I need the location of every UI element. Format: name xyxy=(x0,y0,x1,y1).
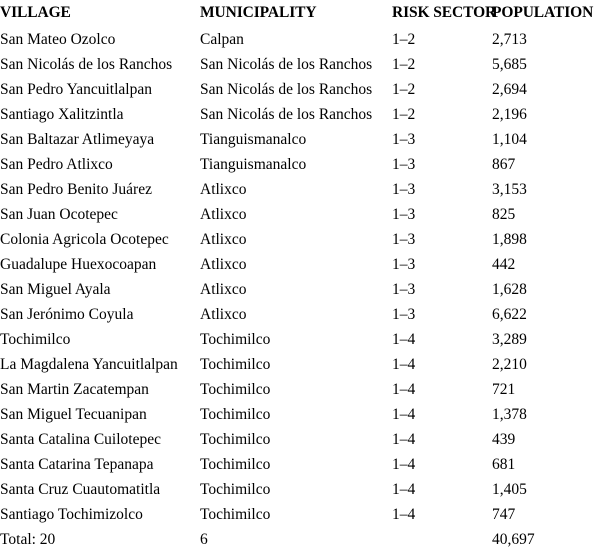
column-header-village: VILLAGE xyxy=(0,4,71,21)
cell-population: 5,685 xyxy=(492,56,527,73)
cell-village: Santiago Xalitzintla xyxy=(0,106,124,123)
cell-risk-sector: 1–3 xyxy=(392,206,416,223)
cell-municipality: Tochimilco xyxy=(200,406,271,423)
cell-village: San Miguel Ayala xyxy=(0,281,111,298)
cell-population: 1,628 xyxy=(492,281,527,298)
cell-village: San Pedro Benito Juárez xyxy=(0,181,152,198)
total-population: 40,697 xyxy=(492,531,535,548)
cell-municipality: Tochimilco xyxy=(200,456,271,473)
cell-population: 1,378 xyxy=(492,406,527,423)
table-header xyxy=(0,0,602,27)
cell-village: Colonia Agricola Ocotepec xyxy=(0,231,169,248)
table-row xyxy=(0,252,602,277)
cell-population: 681 xyxy=(492,456,516,473)
cell-village: Santiago Tochimizolco xyxy=(0,506,143,523)
total-municipality-count: 6 xyxy=(200,531,208,548)
cell-risk-sector: 1–4 xyxy=(392,431,416,448)
cell-population: 2,694 xyxy=(492,81,527,98)
table-body xyxy=(0,27,602,527)
table-total-row xyxy=(0,527,602,552)
table-row xyxy=(0,402,602,427)
cell-risk-sector: 1–3 xyxy=(392,156,416,173)
cell-municipality: Tochimilco xyxy=(200,431,271,448)
cell-municipality: Atlixco xyxy=(200,281,247,298)
cell-municipality: Atlixco xyxy=(200,306,247,323)
cell-population: 3,153 xyxy=(492,181,527,198)
column-header-municipality: MUNICIPALITY xyxy=(200,4,317,21)
cell-village: La Magdalena Yancuitlalpan xyxy=(0,356,178,373)
cell-population: 1,405 xyxy=(492,481,527,498)
cell-risk-sector: 1–3 xyxy=(392,231,416,248)
cell-population: 2,713 xyxy=(492,31,527,48)
cell-risk-sector: 1–2 xyxy=(392,106,416,123)
table-row xyxy=(0,302,602,327)
table-row xyxy=(0,227,602,252)
cell-village: San Mateo Ozolco xyxy=(0,31,116,48)
cell-population: 2,210 xyxy=(492,356,527,373)
cell-risk-sector: 1–3 xyxy=(392,306,416,323)
cell-risk-sector: 1–4 xyxy=(392,356,416,373)
table-row xyxy=(0,452,602,477)
cell-municipality: Tochimilco xyxy=(200,331,271,348)
column-header-population: POPULATION xyxy=(492,4,594,21)
cell-risk-sector: 1–3 xyxy=(392,256,416,273)
cell-municipality: Atlixco xyxy=(200,256,247,273)
table-row xyxy=(0,27,602,52)
cell-risk-sector: 1–2 xyxy=(392,81,416,98)
cell-population: 721 xyxy=(492,381,516,398)
cell-municipality: San Nicolás de los Ranchos xyxy=(200,56,373,73)
table-row xyxy=(0,377,602,402)
cell-risk-sector: 1–4 xyxy=(392,481,416,498)
total-village-count: Total: 20 xyxy=(0,531,56,548)
cell-municipality: Tochimilco xyxy=(200,356,271,373)
cell-population: 3,289 xyxy=(492,331,527,348)
table-row xyxy=(0,427,602,452)
table-row xyxy=(0,477,602,502)
cell-risk-sector: 1–4 xyxy=(392,331,416,348)
cell-village: San Pedro Yancuitlalpan xyxy=(0,81,152,98)
cell-population: 747 xyxy=(492,506,516,523)
cell-village: San Juan Ocotepec xyxy=(0,206,118,223)
cell-municipality: Tochimilco xyxy=(200,481,271,498)
cell-village: Santa Catalina Cuilotepec xyxy=(0,431,161,448)
cell-population: 1,104 xyxy=(492,131,527,148)
column-header-risk-sector: RISK SECTOR xyxy=(392,4,497,21)
table-row xyxy=(0,277,602,302)
cell-risk-sector: 1–3 xyxy=(392,131,416,148)
cell-municipality: San Nicolás de los Ranchos xyxy=(200,81,373,98)
cell-risk-sector: 1–2 xyxy=(392,56,416,73)
cell-municipality: Tochimilco xyxy=(200,381,271,398)
cell-village: Guadalupe Huexocoapan xyxy=(0,256,157,273)
cell-municipality: Tianguismanalco xyxy=(200,156,307,173)
cell-risk-sector: 1–4 xyxy=(392,406,416,423)
table-row xyxy=(0,52,602,77)
cell-municipality: Atlixco xyxy=(200,231,247,248)
cell-risk-sector: 1–4 xyxy=(392,506,416,523)
cell-village: Tochimilco xyxy=(0,331,71,348)
table-row xyxy=(0,177,602,202)
table-row xyxy=(0,152,602,177)
cell-village: Santa Catarina Tepanapa xyxy=(0,456,154,473)
cell-risk-sector: 1–3 xyxy=(392,281,416,298)
cell-population: 1,898 xyxy=(492,231,527,248)
cell-village: San Martin Zacatempan xyxy=(0,381,149,398)
cell-risk-sector: 1–4 xyxy=(392,381,416,398)
table-row xyxy=(0,127,602,152)
table-row xyxy=(0,77,602,102)
cell-municipality: Atlixco xyxy=(200,206,247,223)
table-row xyxy=(0,352,602,377)
cell-municipality: Atlixco xyxy=(200,181,247,198)
cell-population: 6,622 xyxy=(492,306,527,323)
cell-village: San Miguel Tecuanipan xyxy=(0,406,147,423)
table-row xyxy=(0,327,602,352)
cell-municipality: Tianguismanalco xyxy=(200,131,307,148)
table-footer xyxy=(0,527,602,552)
cell-risk-sector: 1–2 xyxy=(392,31,416,48)
cell-village: San Pedro Atlixco xyxy=(0,156,113,173)
cell-village: Santa Cruz Cuautomatitla xyxy=(0,481,161,498)
cell-population: 439 xyxy=(492,431,516,448)
cell-population: 825 xyxy=(492,206,516,223)
cell-risk-sector: 1–4 xyxy=(392,456,416,473)
total-risk-sector xyxy=(392,527,492,552)
table-row xyxy=(0,102,602,127)
cell-village: San Nicolás de los Ranchos xyxy=(0,56,173,73)
table-header-row xyxy=(0,0,602,27)
cell-municipality: Tochimilco xyxy=(200,506,271,523)
cell-risk-sector: 1–3 xyxy=(392,181,416,198)
table-row xyxy=(0,202,602,227)
cell-population: 867 xyxy=(492,156,516,173)
cell-population: 2,196 xyxy=(492,106,527,123)
cell-village: San Baltazar Atlimeyaya xyxy=(0,131,155,148)
cell-village: San Jerónimo Coyula xyxy=(0,306,134,323)
cell-population: 442 xyxy=(492,256,516,273)
cell-municipality: Calpan xyxy=(200,31,244,48)
table-row xyxy=(0,502,602,527)
cell-municipality: San Nicolás de los Ranchos xyxy=(200,106,373,123)
